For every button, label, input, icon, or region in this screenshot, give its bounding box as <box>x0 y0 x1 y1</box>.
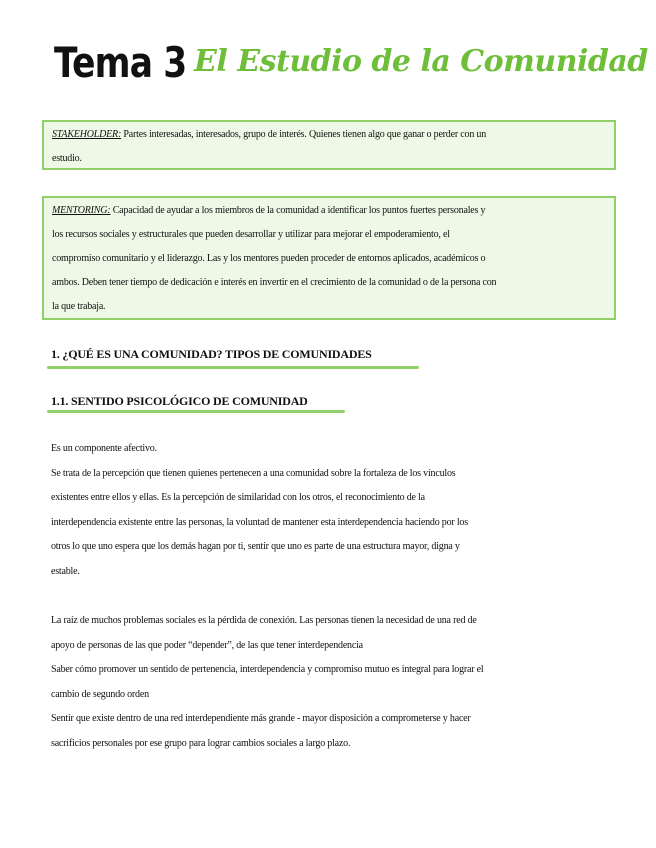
topic-number: Tema 3 <box>54 38 187 87</box>
paragraph-line: existentes entre ellos y ellas. Es la percepción de similaridad con los otros, el reconocimiento de la <box>51 492 425 504</box>
mentoring-text-1: Capacidad de ayudar a los miembros de la comunidad a identificar los puntos fuertes personales y <box>112 205 486 216</box>
stakeholder-line-1 <box>52 123 606 147</box>
section-heading-1-1: 1.1. SENTIDO PSICOLÓGICO DE COMUNIDAD <box>51 394 308 408</box>
stakeholder-definition-box <box>42 120 616 170</box>
mentoring-definition-box <box>42 196 616 320</box>
mentoring-text-2: los recursos sociales y estructurales que pueden desarrollar y utilizar para mejorar el empoderamiento, el <box>52 229 450 240</box>
paragraph-line: Se trata de la percepción que tienen quienes pertenecen a una comunidad sobre la fortaleza de los vínculos <box>51 467 456 479</box>
mentoring-text-5: la que trabaja. <box>52 301 106 312</box>
mentoring-text-4: ambos. Deben tener tiempo de dedicación e interés en invertir en el crecimiento de la comunidad o de la persona con <box>52 277 497 288</box>
paragraph-line: interdependencia existente entre las personas, la voluntad de mantener esta interdependencia haciendo por los <box>51 516 468 528</box>
mentoring-line-1 <box>52 199 606 223</box>
page-title <box>54 38 648 88</box>
paragraph-line: Sentir que existe dentro de una red interdependiente más grande - mayor disposición a comprometerse y hacer <box>51 713 471 725</box>
stakeholder-text-2: estudio. <box>52 153 82 164</box>
topic-title: El Estudio de la Comunidad <box>194 44 648 79</box>
paragraph-line: estable. <box>51 565 80 577</box>
mentoring-term: MENTORING: <box>52 205 111 216</box>
paragraph-line: otros lo que uno espera que los demás hagan por ti, sentir que uno es parte de una estructura mayor, digna y <box>51 541 460 553</box>
mentoring-text-3: compromiso comunitario y el liderazgo. Las y los mentores pueden proceder de entornos aplicados, académicos o <box>52 253 486 264</box>
paragraph-line: Saber cómo promover un sentido de pertenencia, interdependencia y compromiso mutuo es integral para lograr el <box>51 664 484 676</box>
heading-1-1-underline <box>47 410 345 413</box>
paragraph-line: Es un componente afectivo. <box>51 443 157 454</box>
paragraph-line: cambio de segundo orden <box>51 688 149 700</box>
paragraph-line: apoyo de personas de las que poder “depender”, de las que tener interdependencia <box>51 639 363 651</box>
stakeholder-term: STAKEHOLDER: <box>52 129 122 140</box>
paragraph-line: sacrificios personales por ese grupo para lograr cambios sociales a largo plazo. <box>51 737 351 749</box>
paragraph-connection-loss <box>51 609 617 757</box>
heading-1-underline <box>47 366 419 369</box>
paragraph-line: La raíz de muchos problemas sociales es la pérdida de conexión. Las personas tienen la necesidad de una red de <box>51 615 477 626</box>
section-heading-1: 1. ¿QUÉ ES UNA COMUNIDAD? TIPOS DE COMUNIDADES <box>51 347 372 361</box>
stakeholder-text-1: Partes interesadas, interesados, grupo de interés. Quienes tienen algo que ganar o perder con un <box>123 129 487 140</box>
paragraph-sense-of-community <box>51 437 617 585</box>
